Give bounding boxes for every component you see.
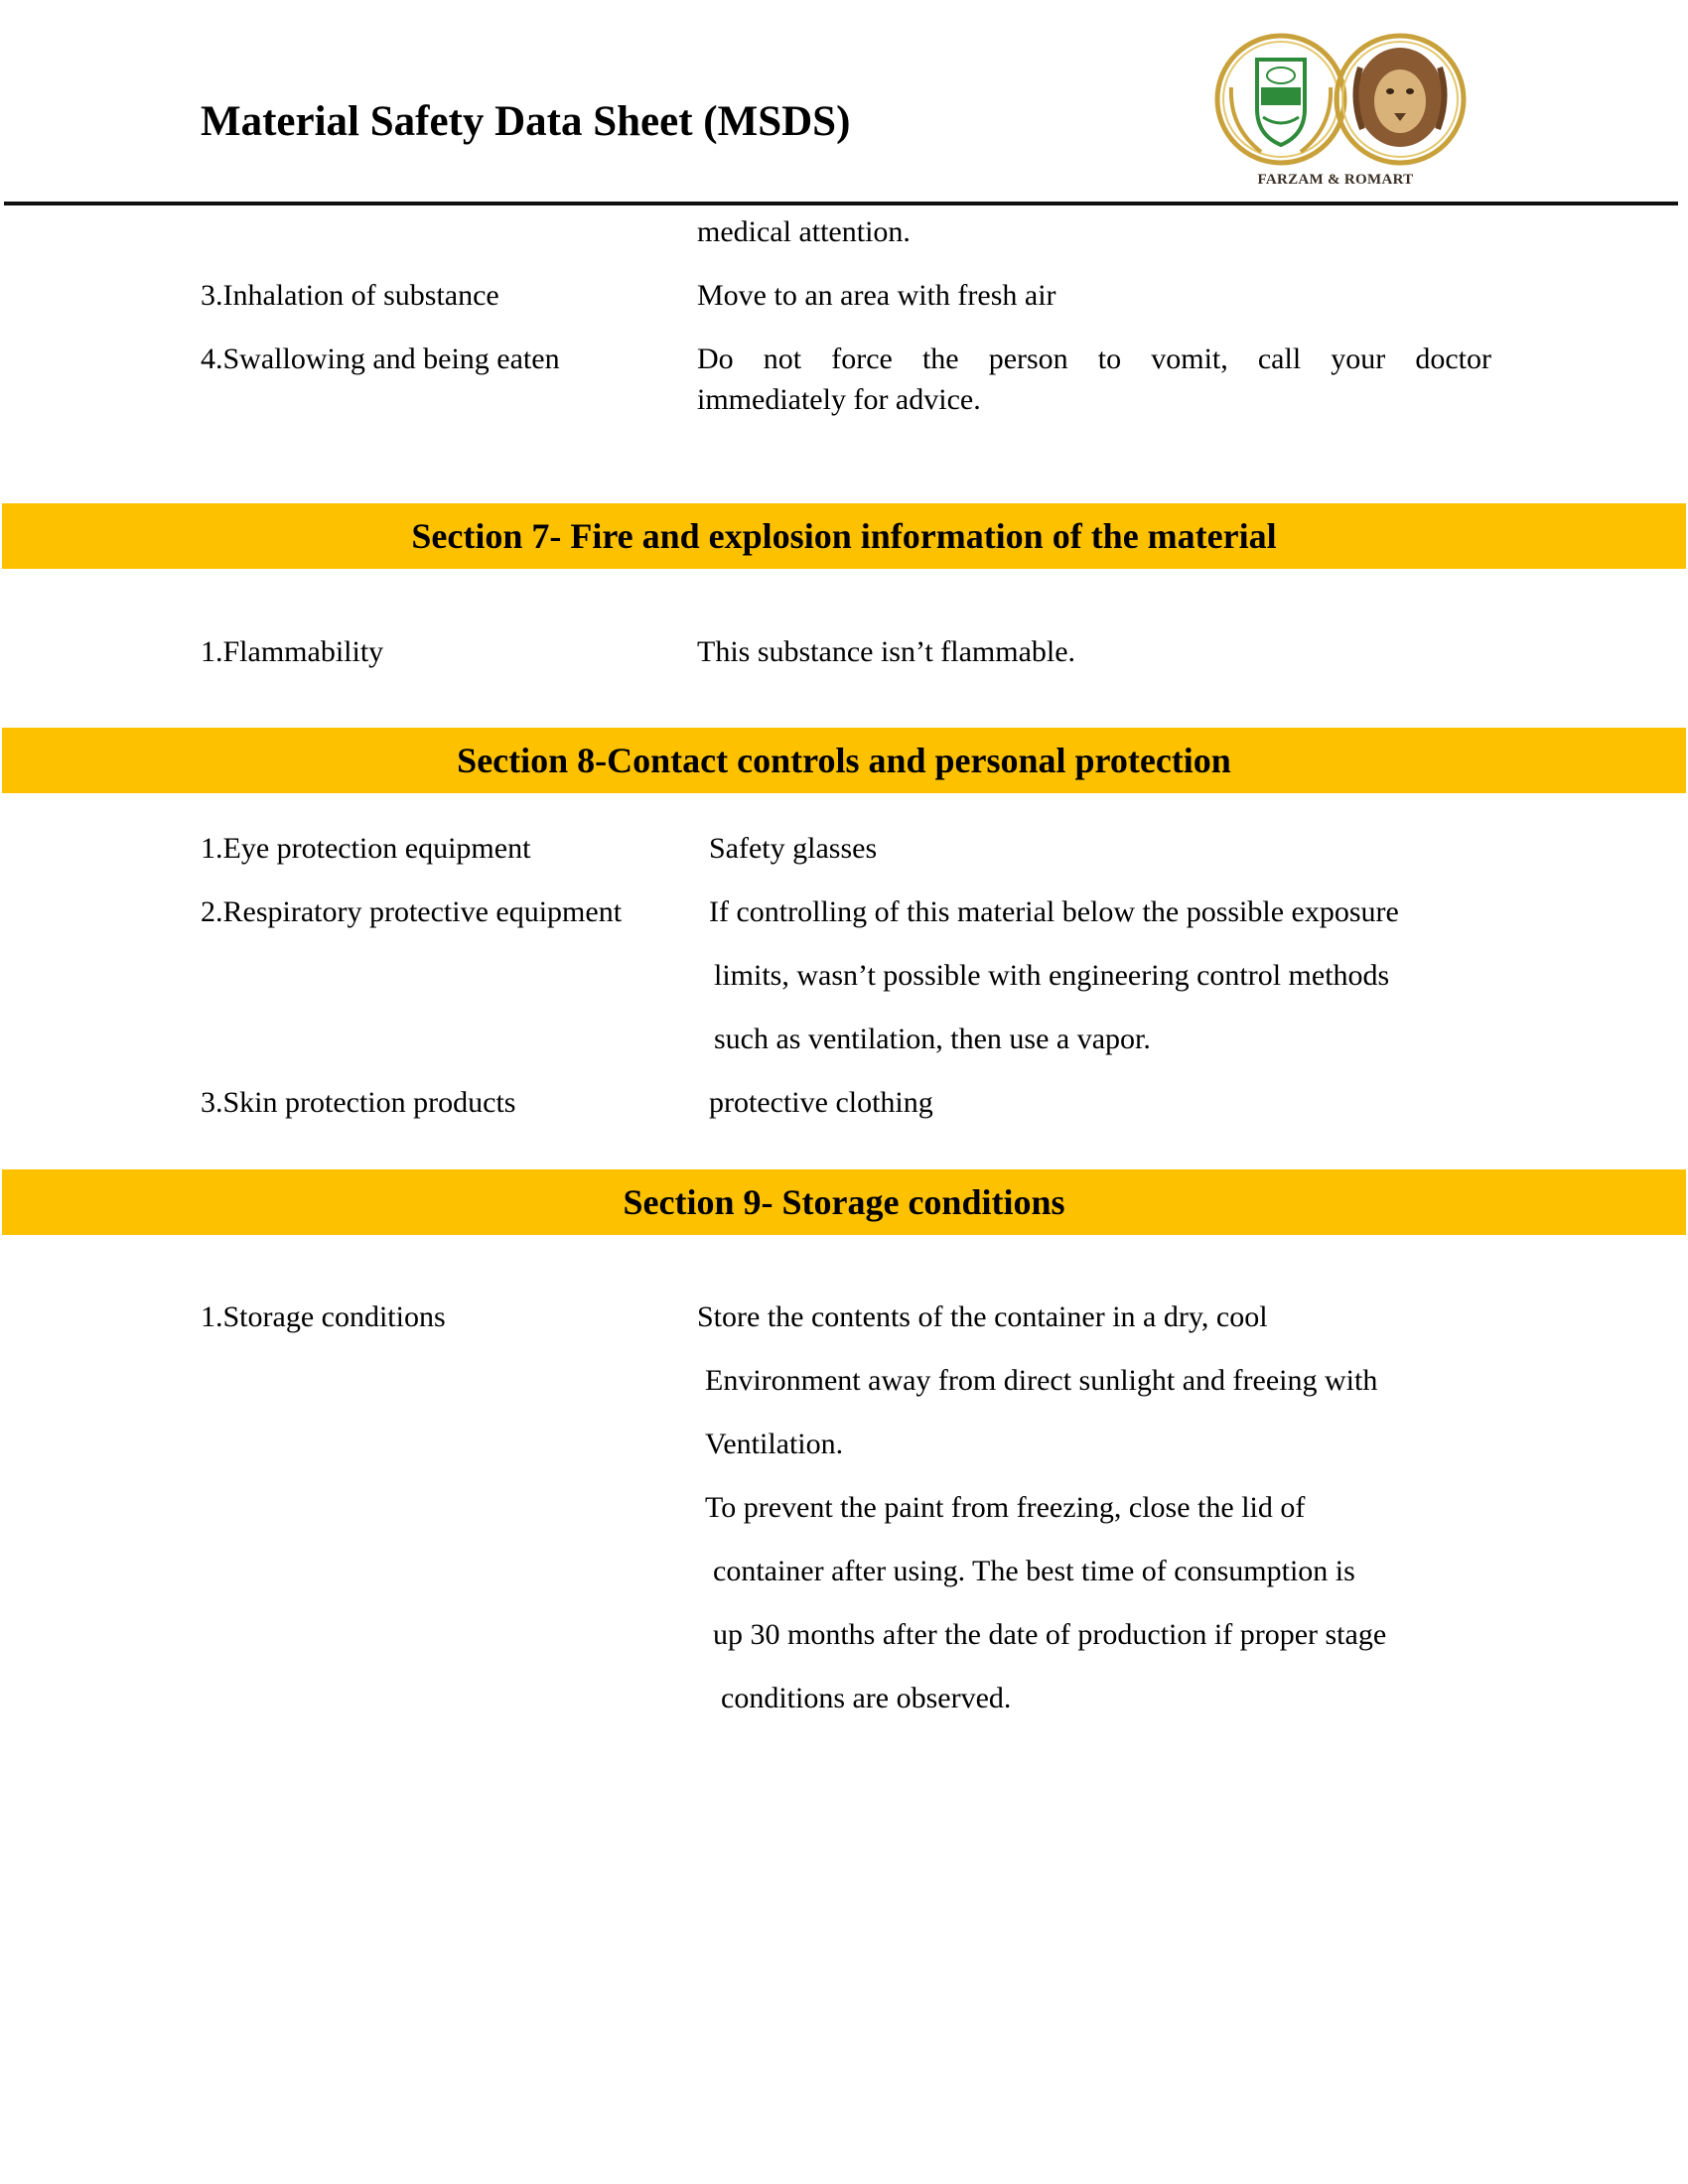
inhalation-value: Move to an area with fresh air bbox=[697, 279, 1056, 312]
swallowing-value-line2: immediately for advice. bbox=[697, 383, 981, 416]
header-divider bbox=[4, 202, 1678, 205]
flammability-label: 1.Flammability bbox=[201, 635, 384, 668]
respiratory-label: 2.Respiratory protective equipment bbox=[201, 895, 623, 928]
storage-value-line4: To prevent the paint from freezing, close the lid of bbox=[705, 1491, 1306, 1524]
eye-protection-label: 1.Eye protection equipment bbox=[201, 832, 531, 865]
swallowing-label: 4.Swallowing and being eaten bbox=[201, 342, 560, 375]
storage-value-line5: container after using. The best time of consumption is bbox=[713, 1555, 1355, 1587]
section7-heading: Section 7- Fire and explosion information of the material bbox=[411, 516, 1277, 556]
storage-value-line6: up 30 months after the date of production if proper stage bbox=[713, 1618, 1387, 1651]
section9-heading-band bbox=[2, 1169, 1686, 1235]
company-logo bbox=[1201, 18, 1470, 197]
eye-protection-value: Safety glasses bbox=[709, 832, 878, 865]
document-title: Material Safety Data Sheet (MSDS) bbox=[201, 98, 851, 145]
skin-protection-value: protective clothing bbox=[709, 1086, 933, 1119]
storage-value-line2: Environment away from direct sunlight and freeing with bbox=[705, 1364, 1378, 1397]
storage-label: 1.Storage conditions bbox=[201, 1300, 446, 1333]
respiratory-value-line2: limits, wasn’t possible with engineering control methods bbox=[714, 959, 1390, 992]
first-aid-continued-text: medical attention. bbox=[697, 215, 911, 248]
section9-heading: Section 9- Storage conditions bbox=[623, 1182, 1065, 1222]
section8-heading-band bbox=[2, 728, 1686, 793]
skin-protection-label: 3.Skin protection products bbox=[201, 1086, 516, 1119]
logo-emblem-icon bbox=[1201, 18, 1470, 197]
swallowing-value-line1: Do not force the person to vomit, call your doctor bbox=[697, 342, 1491, 375]
section7-heading-band bbox=[2, 503, 1686, 569]
inhalation-label: 3.Inhalation of substance bbox=[201, 279, 499, 312]
storage-value-line1: Store the contents of the container in a dry, cool bbox=[697, 1300, 1268, 1333]
flammability-value: This substance isn’t flammable. bbox=[697, 635, 1076, 668]
respiratory-value-line1: If controlling of this material below the possible exposure bbox=[709, 895, 1399, 928]
storage-value-line3: Ventilation. bbox=[705, 1428, 844, 1460]
logo-caption: FARZAM & ROMART bbox=[1257, 172, 1414, 188]
storage-value-line7: conditions are observed. bbox=[721, 1682, 1012, 1714]
section8-heading: Section 8-Contact controls and personal protection bbox=[457, 741, 1231, 780]
respiratory-value-line3: such as ventilation, then use a vapor. bbox=[714, 1023, 1151, 1055]
